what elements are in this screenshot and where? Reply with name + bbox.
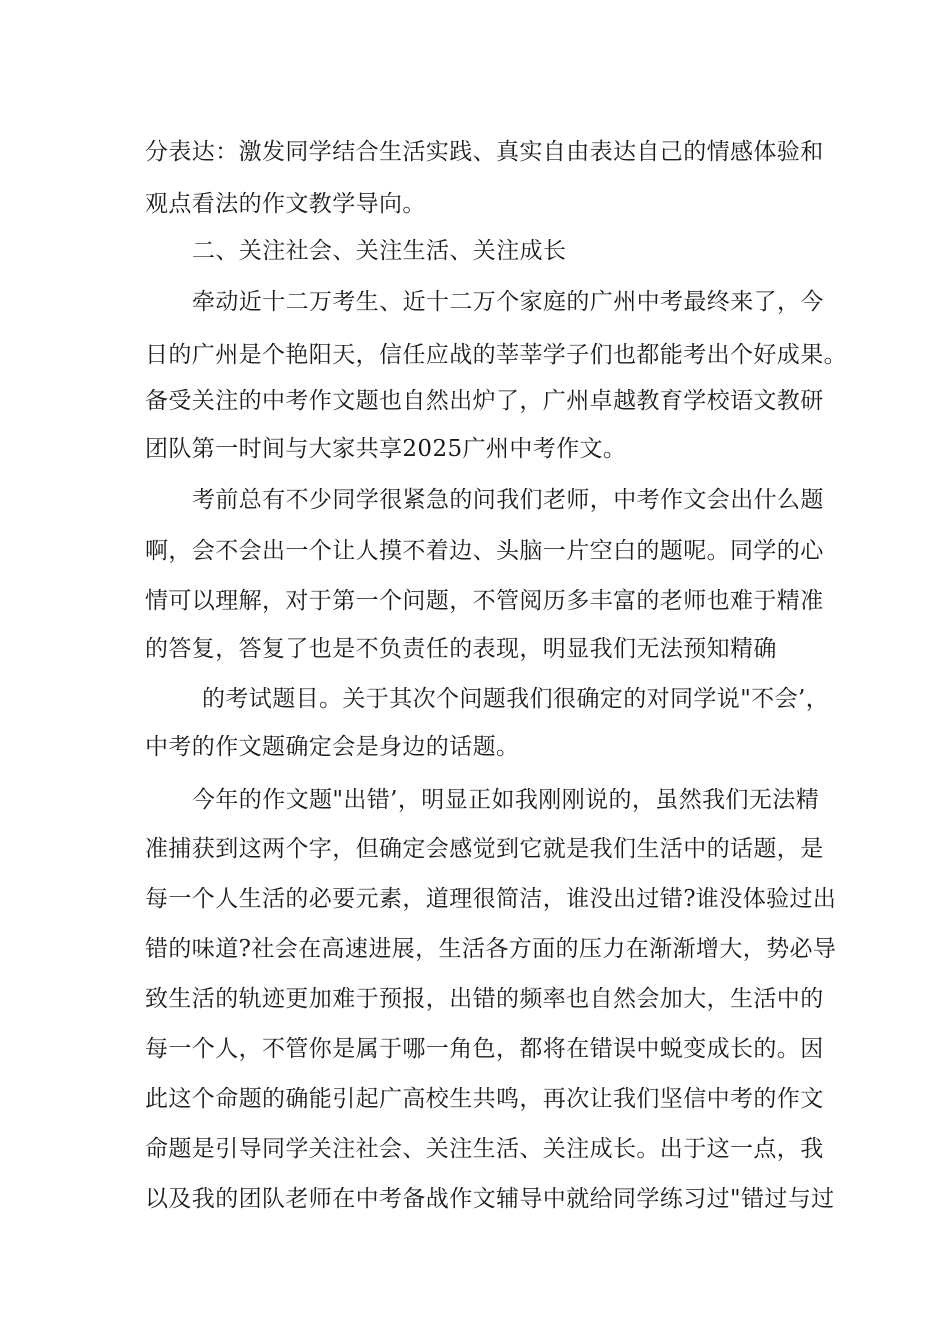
text-line: 命题是引导同学关注社会、关注生活、关注成长。出于这一点，我: [145, 1136, 824, 1162]
text-line: 啊，会不会出一个让人摸不着边、头脑一片空白的题呢。同学的心: [145, 538, 824, 564]
section-heading: 二、关注社会、关注生活、关注成长: [192, 238, 567, 264]
text-line: 牵动近十二万考生、近十二万个家庭的广州中考最终来了，今: [192, 289, 824, 315]
text-line: 的答复，答复了也是不负责任的表现，明显我们无法预知精确: [145, 636, 777, 662]
text-line: 情可以理解，对于第一个问题，不管阅历多丰富的老师也难于精准: [145, 588, 824, 614]
text-line: 观点看法的作文教学导向。: [145, 191, 426, 217]
text-line: 错的味道?社会在高速进展，生活各方面的压力在渐渐增大，势必导: [145, 936, 837, 962]
text-line: 考前总有不少同学很紧急的问我们老师，中考作文会出什么题: [192, 487, 824, 513]
text-line: 致生活的轨迹更加难于预报，出错的频率也自然会加大，生活中的: [145, 986, 824, 1012]
text-line: 以及我的团队老师在中考备战作文辅导中就给同学练习过"错过与过: [145, 1186, 835, 1212]
text-line: 每一个人，不管你是属于哪一角色，都将在错误中蜕变成长的。因: [145, 1036, 824, 1062]
text-line: 团队第一时间与大家共享2025广州中考作文。: [145, 436, 627, 462]
text-line: 的考试题目。关于其次个问题我们很确定的对同学说"不会’，: [202, 686, 830, 712]
text-line: 今年的作文题"出错’，明显正如我刚刚说的，虽然我们无法精: [192, 787, 820, 813]
text-line: 分表达：激发同学结合生活实践、真实自由表达自己的情感体验和: [145, 139, 824, 165]
text-line: 准捕获到这两个字，但确定会感觉到它就是我们生活中的话题，是: [145, 836, 824, 862]
text-line: 中考的作文题确定会是身边的话题。: [145, 734, 520, 760]
text-line: 此这个命题的确能引起广高校生共鸣，再次让我们坚信中考的作文: [145, 1086, 824, 1112]
text-line: 每一个人生活的必要元素，道理很简洁，谁没出过错?谁没体验过出: [145, 886, 837, 912]
text-line: 备受关注的中考作文题也自然出炉了，广州卓越教育学校语文教研: [145, 388, 824, 414]
text-line: 日的广州是个艳阳天，信任应战的莘莘学子们也都能考出个好成果。: [145, 342, 847, 368]
